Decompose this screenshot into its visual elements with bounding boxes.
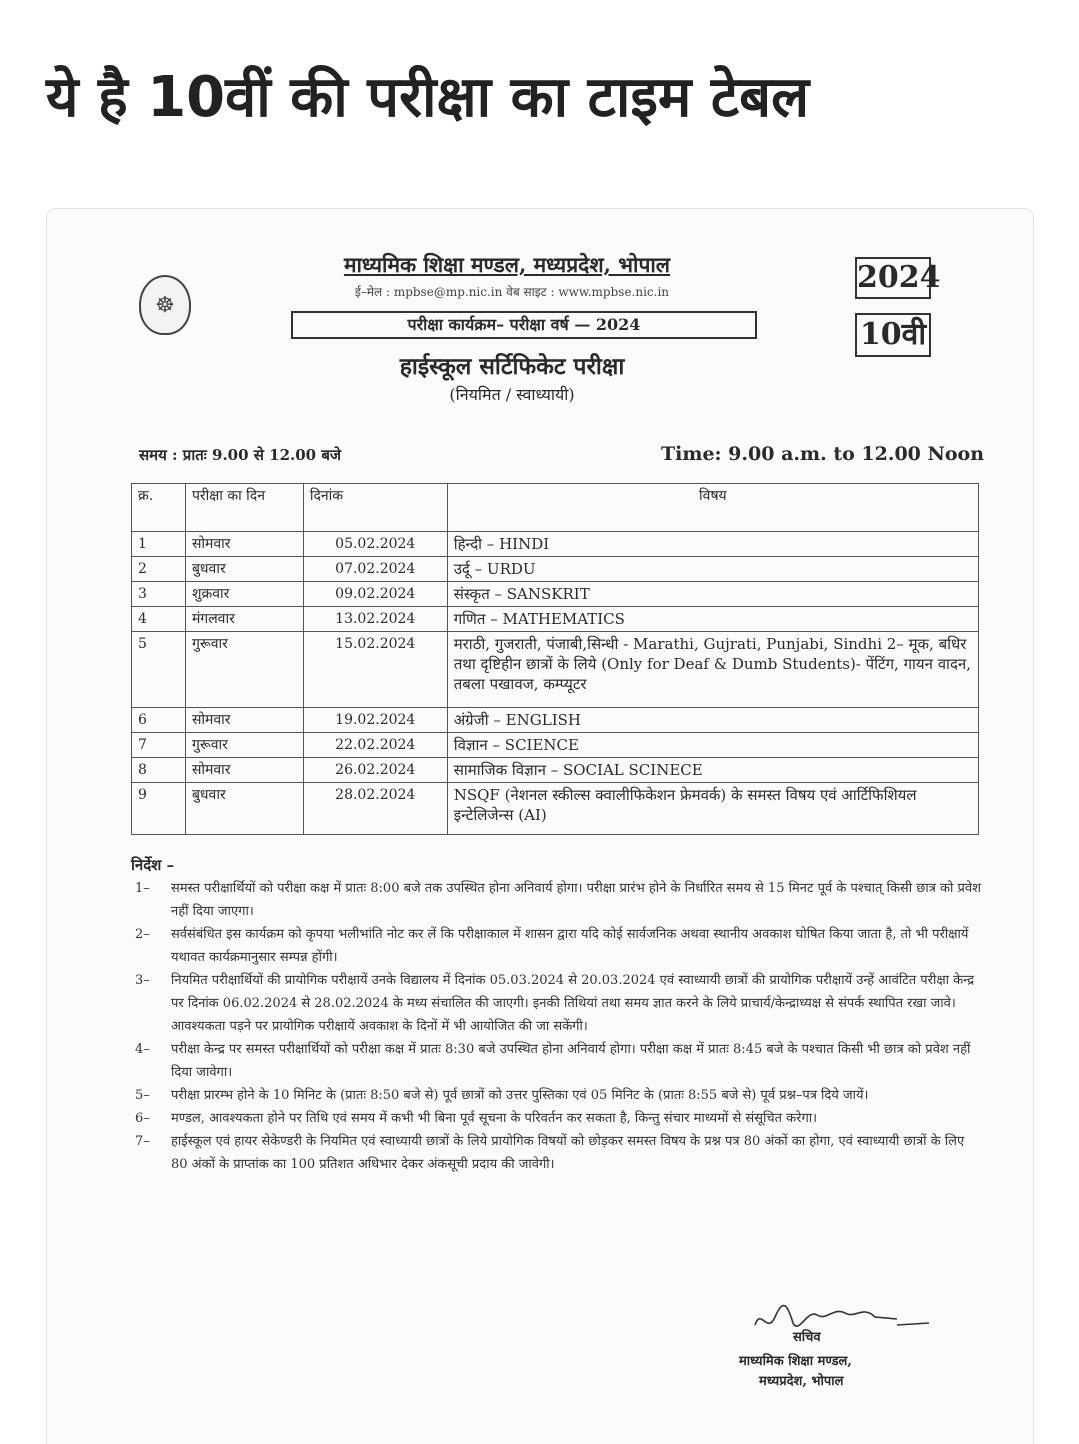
row-day: सोमवार xyxy=(185,758,303,783)
instruction-number: 6– xyxy=(135,1111,150,1126)
instruction-number: 7– xyxy=(135,1134,150,1149)
exam-time-english: Time: 9.00 a.m. to 12.00 Noon xyxy=(661,443,985,465)
row-serial: 3 xyxy=(132,582,186,607)
row-day: सोमवार xyxy=(185,532,303,557)
signature-icon xyxy=(747,1295,937,1345)
instruction-number: 2– xyxy=(135,927,150,942)
instruction-number: 1– xyxy=(135,881,150,896)
instruction-text: हाईस्कूल एवं हायर सेकेण्डरी के नियमित एवं स्वाध्यायी छात्रों के लिये प्रायोगिक विषयों को छोड़कर समस्त विषय के प्रश्न पत्र 80 अंकों का होगा, एवं स्वाध्यायी छात्रों के लिए 80 अंकों के प्राप्तांक का 100 प्रतिशत अधिभार देकर अंकसूची प्रदाय की जावेगी। xyxy=(171,1134,965,1172)
table-row xyxy=(132,758,979,783)
row-subject: विज्ञान – SCIENCE xyxy=(447,733,978,758)
instructions-list xyxy=(135,877,981,1176)
row-day: मंगलवार xyxy=(185,607,303,632)
signatory-board: माध्यमिक शिक्षा मण्डल, xyxy=(739,1354,852,1369)
row-day: गुरूवार xyxy=(185,632,303,708)
header-day: परीक्षा का दिन xyxy=(185,484,303,532)
instruction-text: परीक्षा केन्द्र पर समस्त परीक्षार्थियों को परीक्षा कक्ष में प्रातः 8:30 बजे उपस्थित होना अनिवार्य होगा। परीक्षा कक्ष में प्रातः 8:45 बजे के पश्चात किसी भी छात्र को प्रवेश नहीं दिया जावेगा। xyxy=(171,1042,971,1080)
row-subject: उर्दू – URDU xyxy=(447,557,978,582)
table-row xyxy=(132,557,979,582)
instruction-item xyxy=(135,1038,981,1084)
board-name: माध्यमिक शिक्षा मण्डल, मध्यप्रदेश, भोपाल xyxy=(343,252,671,277)
table-row xyxy=(132,532,979,557)
board-contact: ई–मेल : mpbse@mp.nic.in वेब साइट : www.mpbse.nic.in xyxy=(354,285,670,299)
instruction-text: समस्त परीक्षार्थियों को परीक्षा कक्ष में प्रातः 8:00 बजे तक उपस्थित होना अनिवार्य होगा। परीक्षा प्रारंभ होने के निर्धारित समय से 15 मिनट पूर्व के पश्चात् किसी छात्र को प्रवेश नहीं दिया जाएगा। xyxy=(171,881,981,919)
instruction-number: 3– xyxy=(135,973,150,988)
row-date: 13.02.2024 xyxy=(303,607,447,632)
exam-subtitle: (नियमित / स्वाध्यायी) xyxy=(449,385,575,404)
row-serial: 8 xyxy=(132,758,186,783)
instruction-item xyxy=(135,969,981,1038)
row-day: बुधवार xyxy=(185,557,303,582)
table-row xyxy=(132,733,979,758)
instruction-text: सर्वसंबंधित इस कार्यक्रम को कृपया भलीभांति नोट कर लें कि परीक्षाकाल में शासन द्वारा यदि कोई सार्वजनिक अथवा स्थानीय अवकाश घोषित किया जाता है, तो भी परीक्षायें यथावत कार्यक्रमानुसार सम्पन्न होंगी। xyxy=(171,927,969,965)
exam-title: हाईस्कूल सर्टिफिकेट परीक्षा xyxy=(399,353,625,380)
row-day: गुरूवार xyxy=(185,733,303,758)
instruction-item xyxy=(135,877,981,923)
year-badge: 2024 xyxy=(855,257,931,299)
instruction-text: नियमित परीक्षार्थियों की प्रायोगिक परीक्षायें उनके विद्यालय में दिनांक 05.03.2024 से 20.03.2024 एवं स्वाध्यायी छात्रों की प्रायोगिक परीक्षायें उन्हें आवंटित परीक्षा केन्द्र पर दिनांक 06.02.2024 से 28.02.2024 के मध्य संचालित की जाएगी। इनकी तिथियां तथा समय ज्ञात करने के लिये प्राचार्य/केन्द्राध्यक्ष से संपर्क स्थापित रखा जावे। आवश्यकता पड़ने पर प्रायोगिक परीक्षायें अवकाश के दिनों में भी आयोजित की जा सकेंगी। xyxy=(171,973,975,1034)
instructions-heading: निर्देश – xyxy=(131,856,175,874)
row-day: शुक्रवार xyxy=(185,582,303,607)
instruction-number: 4– xyxy=(135,1042,150,1057)
timetable-document xyxy=(47,209,1034,1444)
row-subject: अंग्रेजी – ENGLISH xyxy=(447,708,978,733)
signatory-place: मध्यप्रदेश, भोपाल xyxy=(759,1374,844,1389)
row-subject: हिन्दी – HINDI xyxy=(447,532,978,557)
row-date: 15.02.2024 xyxy=(303,632,447,708)
header-serial: क्र. xyxy=(132,484,186,532)
row-day: सोमवार xyxy=(185,708,303,733)
instruction-text: परीक्षा प्रारम्भ होने के 10 मिनिट के (प्रातः 8:50 बजे से) पूर्व छात्रों को उत्तर पुस्तिका एवं 05 मिनिट के (प्रातः 8:55 बजे से) पूर्व प्रश्न–पत्र दिये जायें। xyxy=(171,1088,869,1103)
row-subject: सामाजिक विज्ञान – SOCIAL SCINECE xyxy=(447,758,978,783)
row-date: 05.02.2024 xyxy=(303,532,447,557)
row-date: 22.02.2024 xyxy=(303,733,447,758)
row-serial: 2 xyxy=(132,557,186,582)
instruction-number: 5– xyxy=(135,1088,150,1103)
header-date: दिनांक xyxy=(303,484,447,532)
row-subject: संस्कृत – SANSKRIT xyxy=(447,582,978,607)
row-serial: 5 xyxy=(132,632,186,708)
row-subject: NSQF (नेशनल स्कील्स क्वालीफिकेशन फ्रेमवर्क) के समस्त विषय एवं आर्टिफिशियल इन्टेलिजेन्स (AI) xyxy=(447,783,978,835)
row-serial: 7 xyxy=(132,733,186,758)
table-row xyxy=(132,632,979,708)
table-header-row xyxy=(132,484,979,532)
article-headline: ये है 10वीं की परीक्षा का टाइम टेबल xyxy=(46,65,810,130)
table-row xyxy=(132,582,979,607)
instruction-item xyxy=(135,1084,981,1107)
table-row xyxy=(132,783,979,835)
instruction-item xyxy=(135,1130,981,1176)
row-date: 19.02.2024 xyxy=(303,708,447,733)
class-badge: 10वी xyxy=(855,313,931,357)
table-row xyxy=(132,607,979,632)
document-image-card[interactable] xyxy=(46,208,1034,1444)
row-day: बुधवार xyxy=(185,783,303,835)
instruction-text: मण्डल, आवश्यकता होने पर तिथि एवं समय में कभी भी बिना पूर्व सूचना के परिवर्तन कर सकता है, किन्तु संचार माध्यमों से संसूचित करेगा। xyxy=(171,1111,818,1126)
row-serial: 4 xyxy=(132,607,186,632)
table-row xyxy=(132,708,979,733)
row-date: 26.02.2024 xyxy=(303,758,447,783)
row-serial: 6 xyxy=(132,708,186,733)
row-date: 07.02.2024 xyxy=(303,557,447,582)
header-subject: विषय xyxy=(447,484,978,532)
instruction-item xyxy=(135,923,981,969)
exam-time-hindi: समय : प्रातः 9.00 से 12.00 बजे xyxy=(139,446,342,464)
row-date: 28.02.2024 xyxy=(303,783,447,835)
timetable xyxy=(131,483,979,835)
instruction-item xyxy=(135,1107,981,1130)
row-serial: 1 xyxy=(132,532,186,557)
program-banner: परीक्षा कार्यक्रम– परीक्षा वर्ष — 2024 xyxy=(291,311,757,339)
row-serial: 9 xyxy=(132,783,186,835)
signatory-title: सचिव xyxy=(793,1330,821,1345)
row-subject: गणित – MATHEMATICS xyxy=(447,607,978,632)
state-emblem-icon: ☸ xyxy=(139,275,191,335)
row-subject: मराठी, गुजराती, पंजाबी,सिन्धी - Marathi, Gujrati, Punjabi, Sindhi 2– मूक, बधिर तथा दृष्टिहीन छात्रों के लिये (Only for Deaf & Dumb Students)- पेंटिंग, गायन वादन, तबला पखावज, कम्प्यूटर xyxy=(447,632,978,708)
row-date: 09.02.2024 xyxy=(303,582,447,607)
